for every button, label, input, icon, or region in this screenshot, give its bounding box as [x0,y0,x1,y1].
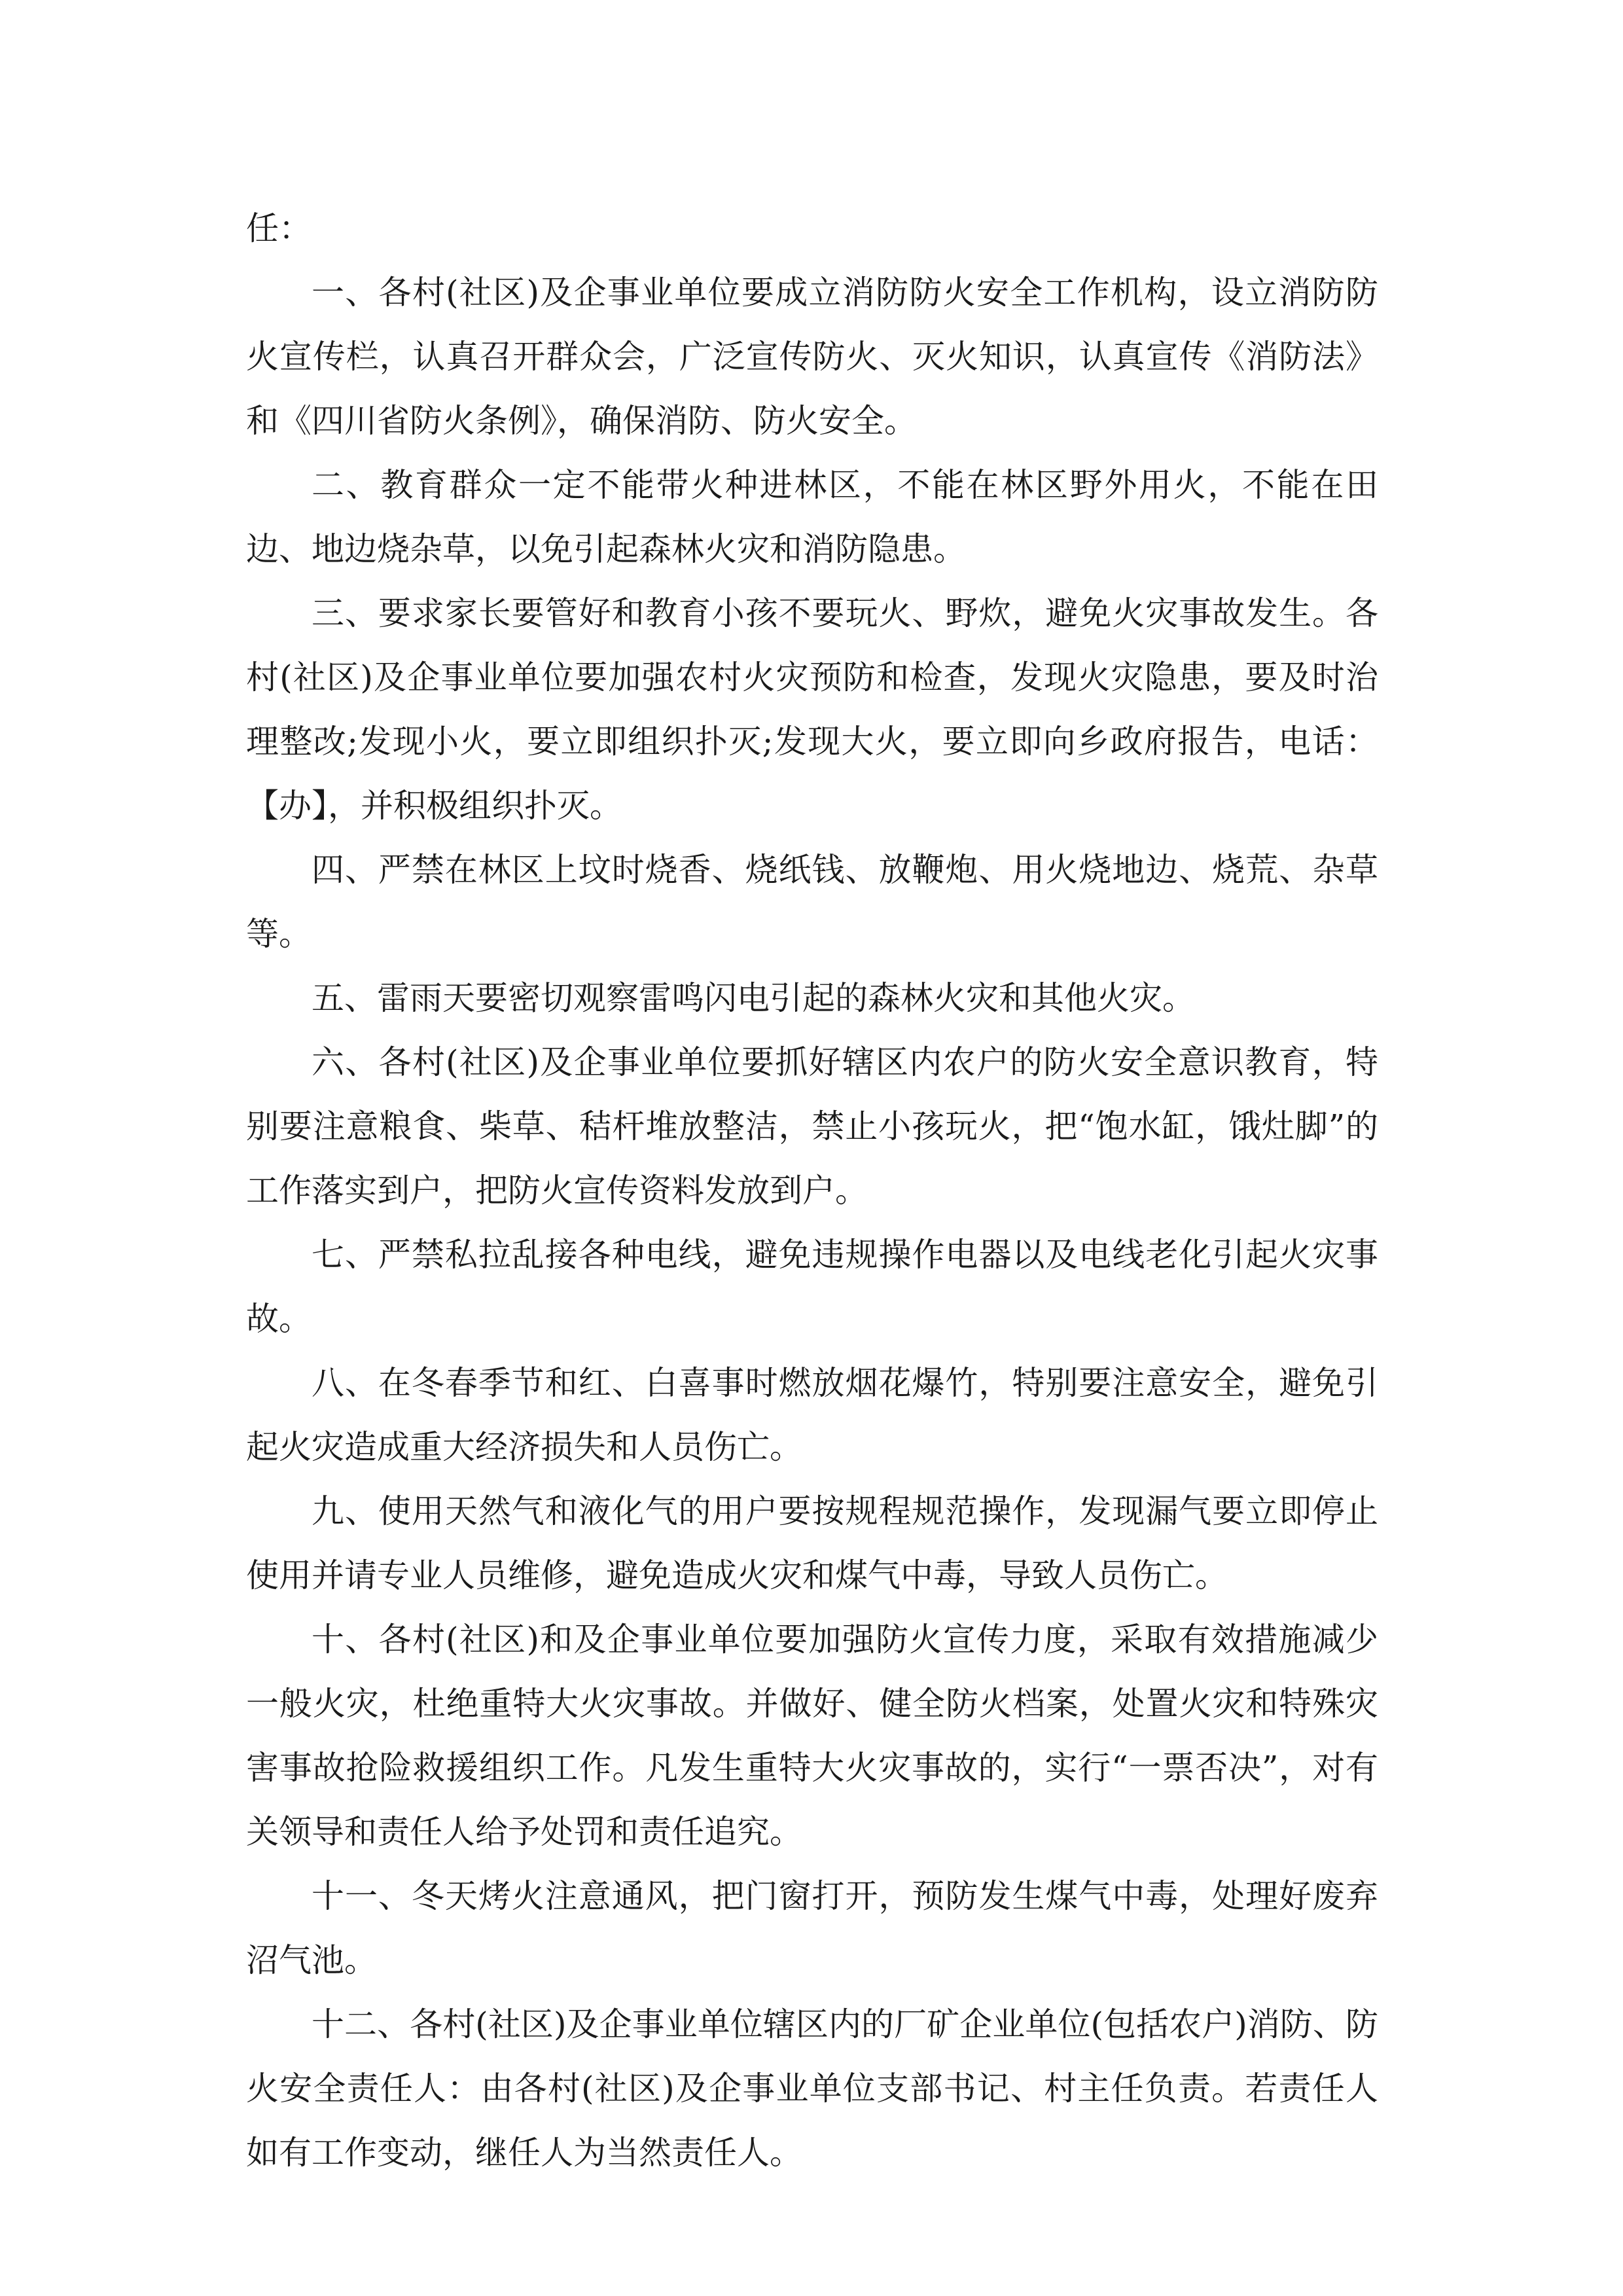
paragraph-11: 十一、冬天烤火注意通风，把门窗打开，预防发生煤气中毒，处理好废弃沼气池。 [246,1877,1378,1979]
paragraph-12: 十二、各村(社区)及企事业单位辖区内的厂矿企业单位(包括农户)消防、防火安全责任人：由各村(社区)及企事业单位支部书记、村主任负责。若责任人如有工作变动，继任人为当然责任人。 [246,2005,1378,2172]
opening-line: 任： [246,209,312,247]
paragraph-3: 三、要求家长要管好和教育小孩不要玩火、野炊，避免火灾事故发生。各村(社区)及企事业单位要加强农村火灾预防和检查，发现火灾隐患，要及时治理整改;发现小火，要立即组织扑灭;发现大火，要立即向乡政府报告，电话：【办】，并积极组织扑灭。 [246,594,1378,825]
paragraph-2: 二、教育群众一定不能带火种进林区，不能在林区野外用火，不能在田边、地边烧杂草，以免引起森林火灾和消防隐患。 [246,466,1378,568]
paragraph-1: 一、各村(社区)及企事业单位要成立消防防火安全工作机构，设立消防防火宣传栏，认真召开群众会，广泛宣传防火、灭火知识，认真宣传《消防法》和《四川省防火条例》，确保消防、防火安全。 [246,274,1378,440]
paragraph-9: 九、使用天然气和液化气的用户要按规程规范操作，发现漏气要立即停止使用并请专业人员维修，避免造成火灾和煤气中毒，导致人员伤亡。 [246,1492,1378,1594]
paragraph-6: 六、各村(社区)及企事业单位要抓好辖区内农户的防火安全意识教育，特别要注意粮食、柴草、秸杆堆放整洁，禁止小孩玩火，把“饱水缸，饿灶脚”的工作落实到户，把防火宣传资料发放到户。 [246,1043,1378,1210]
paragraph-8: 八、在冬春季节和红、白喜事时燃放烟花爆竹，特别要注意安全，避免引起火灾造成重大经济损失和人员伤亡。 [246,1364,1378,1466]
paragraph-5: 五、雷雨天要密切观察雷鸣闪电引起的森林火灾和其他火灾。 [312,979,1195,1017]
document-body [246,196,1378,2185]
paragraph-7: 七、严禁私拉乱接各种电线，避免违规操作电器以及电线老化引起火灾事故。 [246,1236,1378,1338]
paragraph-4: 四、严禁在林区上坟时烧香、烧纸钱、放鞭炮、用火烧地边、烧荒、杂草等。 [246,851,1378,953]
paragraph-10: 十、各村(社区)和及企事业单位要加强防火宣传力度，采取有效措施减少一般火灾，杜绝重特大火灾事故。并做好、健全防火档案，处置火灾和特殊灾害事故抢险救援组织工作。凡发生重特大火灾事故的，实行“一票否决”，对有关领导和责任人给予处罚和责任追究。 [246,1621,1378,1851]
